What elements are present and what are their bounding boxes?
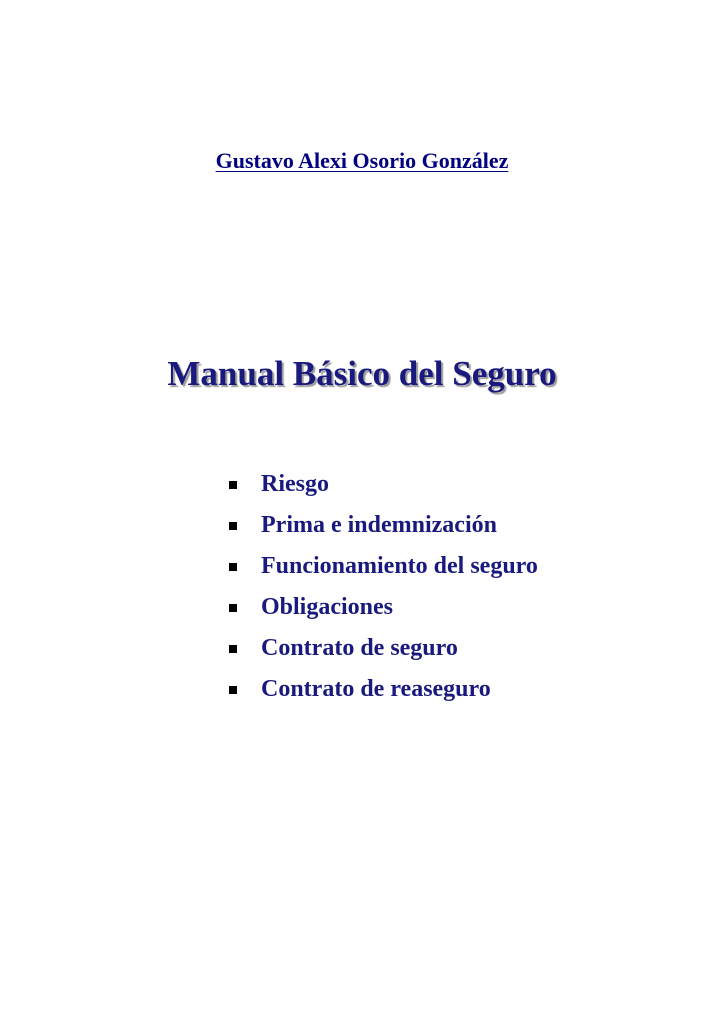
list-item bbox=[225, 546, 538, 587]
list-item bbox=[225, 628, 538, 669]
list-item bbox=[225, 505, 538, 546]
square-bullet-icon bbox=[229, 645, 237, 653]
list-item bbox=[225, 587, 538, 628]
topic-label: Contrato de reaseguro bbox=[261, 676, 491, 702]
topic-label: Funcionamiento del seguro bbox=[261, 553, 538, 579]
author-name: Gustavo Alexi Osorio González bbox=[215, 148, 509, 173]
square-bullet-icon bbox=[229, 563, 237, 571]
list-item bbox=[225, 669, 538, 710]
square-bullet-icon bbox=[229, 604, 237, 612]
list-item bbox=[225, 464, 538, 505]
topic-list bbox=[225, 464, 538, 710]
document-title: Manual Básico del Seguro bbox=[167, 354, 557, 393]
square-bullet-icon bbox=[229, 522, 237, 530]
topic-label: Obligaciones bbox=[261, 594, 394, 620]
topic-label: Prima e indemnización bbox=[261, 512, 497, 538]
topic-label: Riesgo bbox=[261, 471, 329, 497]
square-bullet-icon bbox=[229, 481, 237, 489]
topic-label: Contrato de seguro bbox=[261, 635, 458, 661]
square-bullet-icon bbox=[229, 686, 237, 694]
